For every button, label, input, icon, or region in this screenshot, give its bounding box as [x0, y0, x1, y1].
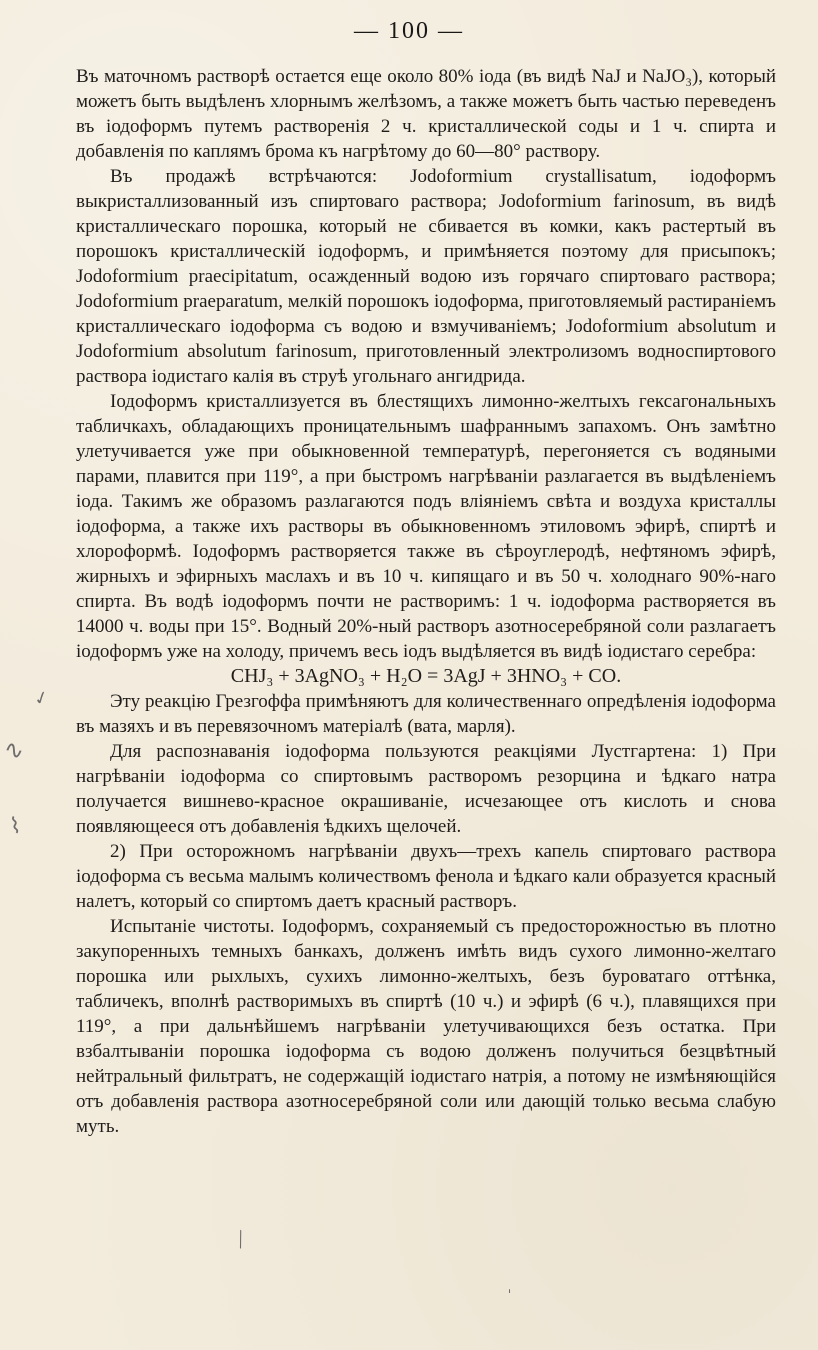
paragraph-1: Въ маточномъ растворѣ остается еще около 80% іода (въ видѣ NaJ и NaJO₃), который можетъ быть выдѣленъ хлорнымъ желѣзомъ, а также можетъ быть частью переведенъ въ іодоформъ путемъ растворенія 2 ч. кристаллической соды и 1 ч. спирта и добавленія по каплямъ брома къ нагрѣтому до 60—80° раствору. [76, 66, 776, 162]
page-number: — 100 — [354, 18, 464, 44]
paragraph-5: Для распознаванія іодоформа пользуются реакціями Лустгартена: 1) При нагрѣваніи іодоформа со спиртовымъ растворомъ резорцина и ѣдкаго натра получается вишнево-красное окрашиваніе, исчезающее отъ кислоть и снова появляющееся отъ добавленія ѣдкихъ щелочей. [76, 741, 776, 837]
paragraph-3: Іодоформъ кристаллизуется въ блестящихъ лимонно-желтыхъ гексагональныхъ табличкахъ, обладающихъ проницательнымъ шафраннымъ запахомъ. Онъ замѣтно улетучивается уже при обыкновенной температурѣ, перегоняется съ водяными парами, плавится при 119°, а при быстромъ нагрѣваніи разлагается въ выдѣленіемъ іода. Такимъ же образомъ разлагаются подъ вліяніемъ свѣта и воздуха кристаллы іодоформа, а также ихъ растворы въ обыкновенномъ этиловомъ эфирѣ, спиртѣ и хлороформѣ. Іодоформъ растворяется также въ сѣроуглеродѣ, нефтяномъ эфирѣ, жирныхъ и эфирныхъ маслахъ и въ 10 ч. кипящаго и въ 50 ч. холоднаго 90%-наго спирта. Въ водѣ іодоформъ почти не растворимъ: 1 ч. іодоформа растворяется въ 14000 ч. воды при 15°. Водный 20%-ный растворъ азотносеребряной соли разлагаетъ іодоформъ уже на холоду, причемъ весь іодъ выдѣляется въ видѣ іодистаго серебра: [76, 391, 776, 662]
paragraph-7: Испытаніе чистоты. Іодоформъ, сохраняемый съ предосторожностью въ плотно закупоренныхъ темныхъ банкахъ, долженъ имѣть видъ сухого лимонно-желтаго порошка или рыхлыхъ, сухихъ лимонно-желтыхъ, безъ буроватаго оттѣнка, табличекъ, вполнѣ растворимыхъ въ спиртѣ (10 ч.) и эфирѣ (6 ч.), плавящихся при 119°, а при дальнѣйшемъ нагрѣваніи улетучивающихся безъ остатка. При взбалтываніи порошка іодоформа съ водою долженъ получиться безцвѣтный нейтральный фильтратъ, не содержащій іодистаго натрія, а потому не измѣняющійся отъ добавленія раствора азотносеребряной соли или дающій только весьма слабую муть. [76, 916, 776, 1137]
pencil-mark-5: ╴ [502, 1289, 517, 1297]
paragraph-2: Въ продажѣ встрѣчаются: Jodoformium crystallisatum, іодоформъ выкристаллизованный изъ спиртоваго раствора; Jodoformium farinosum, въ видѣ кристаллическаго порошка, который не сбивается въ комки, какъ растертый въ порошокъ кристаллическій іодоформъ, и примѣняется поэтому для присыпокъ; Jodoformium praecipitatum, осажденный водою изъ горячаго спиртоваго раствора; Jodoformium praeparatum, мелкій порошокъ іодоформа, приготовляемый растираніемъ кристаллическаго іодоформа съ водою и взмучиваніемъ; Jodoformium absolutum и Jodoformium absolutum farinosum, приготовленный электролизомъ водноспиртового раствора іодистаго калія въ струѣ угольнаго ангидрида. [76, 166, 776, 387]
pencil-mark-3: ⌇ [7, 813, 23, 840]
paragraph-6: 2) При осторожномъ нагрѣваніи двухъ—трехъ капель спиртоваго раствора іодоформа съ весьма малымъ количествомъ фенола и ѣдкаго кали образуется красный налетъ, который со спиртомъ даетъ красный растворъ. [76, 841, 776, 912]
chemical-equation: CHJ₃ + 3AgNO₃ + H₂O = 3AgJ + 3HNO₃ + CO. [230, 665, 622, 687]
pencil-mark-4: ╲ [232, 1230, 248, 1250]
paragraph-4: Эту реакцію Грезгоффа примѣняютъ для количественнаго опредѣленія іодоформа въ мазяхъ и въ перевязочномъ матеріалѣ (вата, марля). [76, 691, 776, 737]
body-text [76, 64, 776, 1139]
pencil-mark-2: ∿ [1, 734, 27, 766]
pencil-mark-1: ✓ [31, 686, 52, 711]
